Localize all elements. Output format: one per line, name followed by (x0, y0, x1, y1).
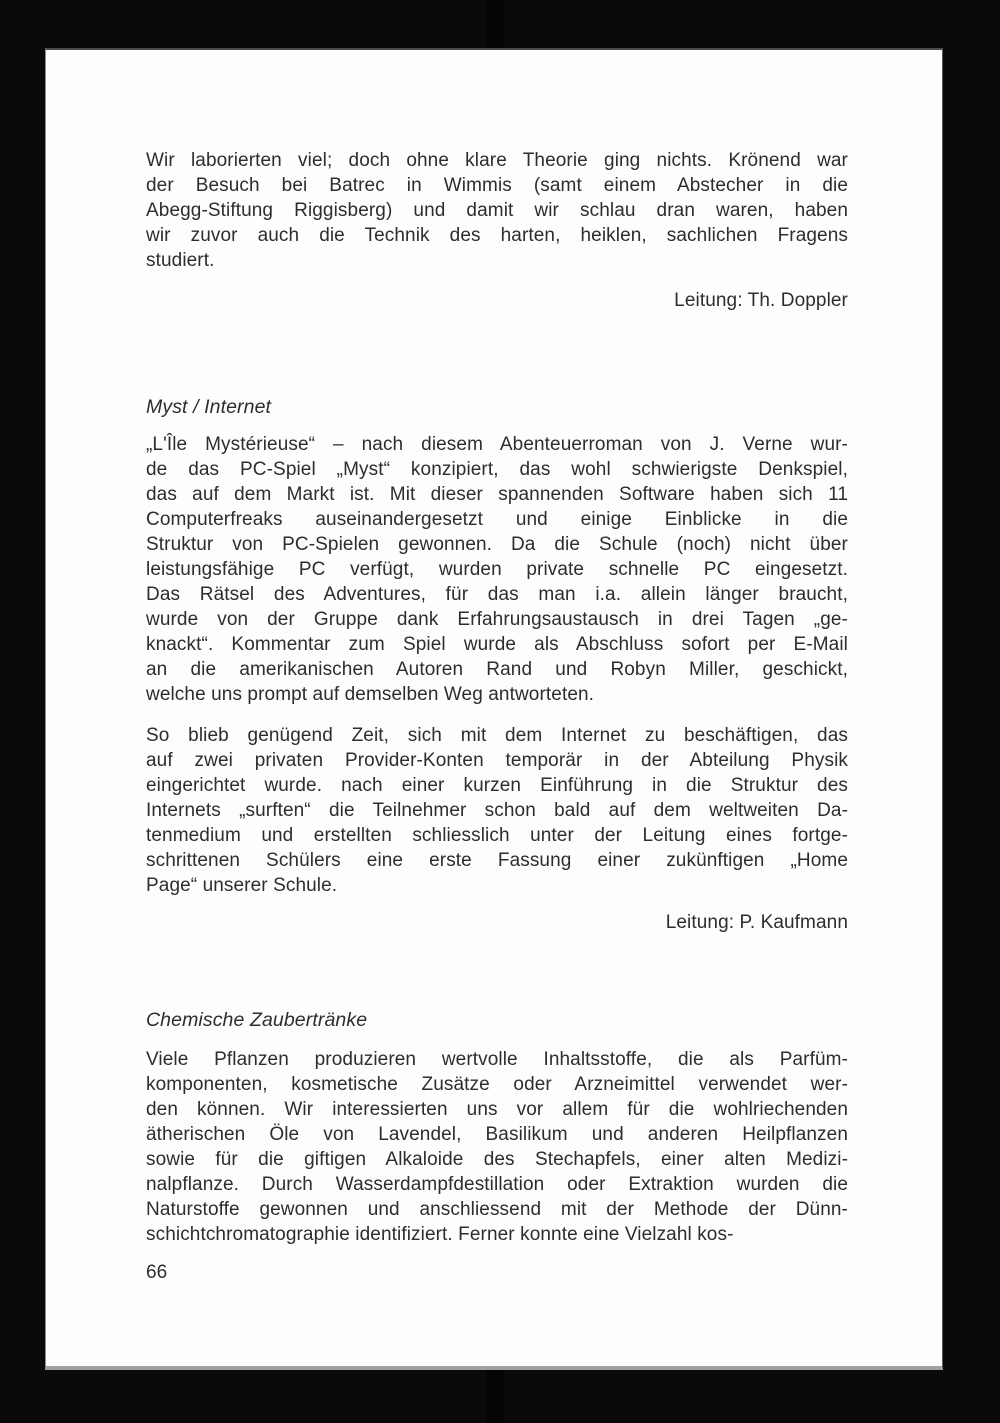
paragraph (146, 723, 848, 898)
text-line: komponenten, kosmetische Zusätze oder Arzneimittel verwendet wer- (146, 1074, 848, 1095)
text-line: „L'Île Mystérieuse“ – nach diesem Abenteuerroman von J. Verne wur- (146, 434, 848, 455)
text-line: ätherischen Öle von Lavendel, Basilikum und anderen Heilpflanzen (146, 1124, 848, 1145)
paragraph (146, 148, 848, 273)
text-line: sowie für die giftigen Alkaloide des Stechapfels, einer alten Medizi- (146, 1149, 848, 1170)
text-line: knackt“. Kommentar zum Spiel wurde als Abschluss sofort per E-Mail (146, 634, 848, 655)
text-line: eingerichtet wurde. nach einer kurzen Einführung in die Struktur des (146, 775, 848, 796)
text-line: wir zuvor auch die Technik des harten, heiklen, sachlichen Fragens (146, 225, 848, 246)
page-number: 66 (146, 1262, 168, 1283)
text-line: Page“ unserer Schule. (146, 875, 338, 896)
paragraph (146, 1047, 848, 1247)
byline: Leitung: Th. Doppler (674, 290, 848, 311)
text-line: der Besuch bei Batrec in Wimmis (samt einem Abstecher in die (146, 175, 848, 196)
text-line: tenmedium und erstellten schliesslich unter der Leitung eines fortge- (146, 825, 848, 846)
section-heading: Myst / Internet (146, 396, 272, 418)
text-line: Naturstoffe gewonnen und anschliessend mit der Methode der Dünn- (146, 1199, 848, 1220)
text-line: nalpflanze. Durch Wasserdampfdestillation oder Extraktion wurden die (146, 1174, 848, 1195)
text-line: studiert. (146, 250, 215, 271)
text-line: den können. Wir interessierten uns vor allem für die wohlriechenden (146, 1099, 848, 1120)
text-line: Wir laborierten viel; doch ohne klare Theorie ging nichts. Krönend war (146, 150, 848, 171)
text-line: das auf dem Markt ist. Mit dieser spannenden Software haben sich 11 (146, 484, 848, 505)
text-line: Internets „surften“ die Teilnehmer schon bald auf dem weltweiten Da- (146, 800, 848, 821)
text-line: schichtchromatographie identifiziert. Ferner konnte eine Vielzahl kos- (146, 1224, 734, 1245)
byline: Leitung: P. Kaufmann (665, 912, 848, 933)
text-line: So blieb genügend Zeit, sich mit dem Internet zu beschäftigen, das (146, 725, 848, 746)
text-line: Struktur von PC-Spielen gewonnen. Da die Schule (noch) nicht über (146, 534, 848, 555)
text-line: leistungsfähige PC verfügt, wurden private schnelle PC eingesetzt. (146, 559, 848, 580)
document-page (45, 48, 943, 1370)
section-heading: Chemische Zaubertränke (146, 1009, 368, 1031)
text-line: wurde von der Gruppe dank Erfahrungsaustausch in drei Tagen „ge- (146, 609, 848, 630)
text-line: schrittenen Schülers eine erste Fassung einer zukünftigen „Home (146, 850, 848, 871)
text-line: welche uns prompt auf demselben Weg antworteten. (146, 684, 595, 705)
text-line: Viele Pflanzen produzieren wertvolle Inhaltsstoffe, die als Parfüm- (146, 1049, 848, 1070)
text-line: Computerfreaks auseinandergesetzt und einige Einblicke in die (146, 509, 848, 530)
paragraph (146, 432, 848, 707)
text-line: Das Rätsel des Adventures, für das man i.a. allein länger braucht, (146, 584, 848, 605)
text-line: Abegg-Stiftung Riggisberg) und damit wir schlau dran waren, haben (146, 200, 848, 221)
text-line: auf zwei privaten Provider-Konten temporär in der Abteilung Physik (146, 750, 848, 771)
text-block (146, 148, 848, 1247)
text-line: an die amerikanischen Autoren Rand und Robyn Miller, geschickt, (146, 659, 848, 680)
text-line: de das PC-Spiel „Myst“ konzipiert, das wohl schwierigste Denkspiel, (146, 459, 848, 480)
